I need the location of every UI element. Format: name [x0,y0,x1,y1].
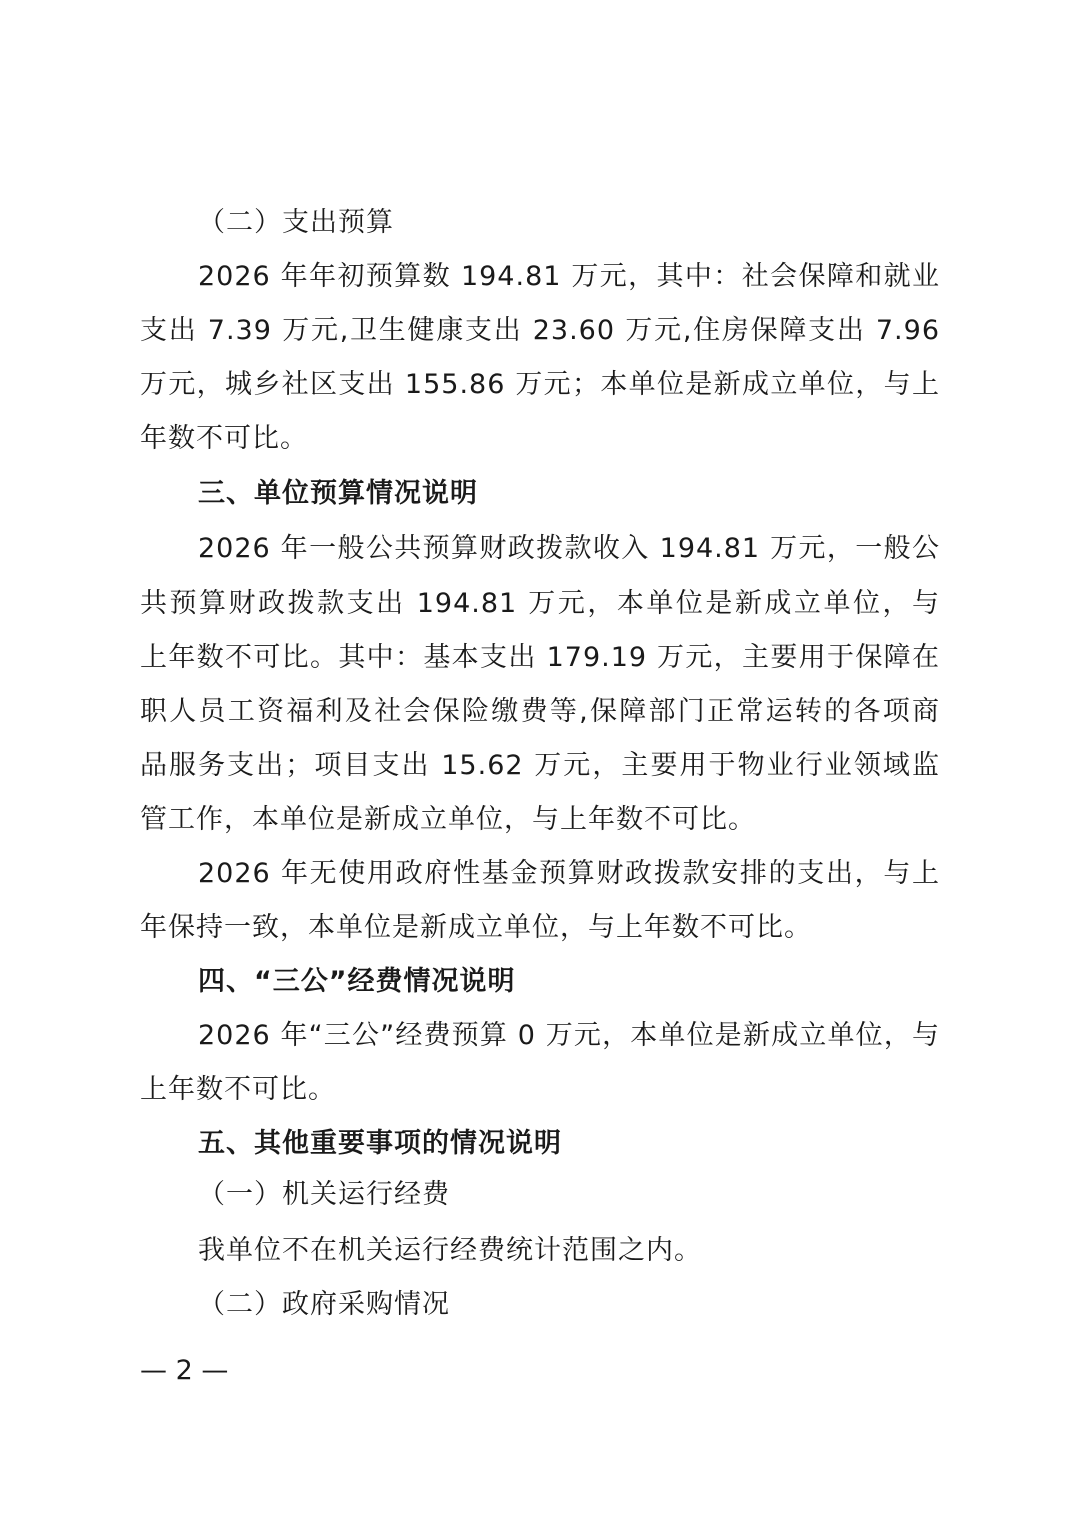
page-number: — 2 — [140,1355,229,1386]
paragraph-line: 万元，城乡社区支出 155.86 万元；本单位是新成立单位，与上 [140,369,940,400]
paragraph-line: 2026 年一般公共预算财政拨款收入 194.81 万元，一般公 [198,533,940,564]
paragraph-line: 年数不可比。 [140,423,308,454]
paragraph-line: 支出 7.39 万元,卫生健康支出 23.60 万元,住房保障支出 7.96 [140,315,940,346]
paragraph-line: 2026 年无使用政府性基金预算财政拨款安排的支出，与上 [198,858,940,889]
paragraph-line: 共预算财政拨款支出 194.81 万元，本单位是新成立单位，与 [140,588,940,619]
paragraph-line: 2026 年“三公”经费预算 0 万元，本单位是新成立单位，与 [198,1020,940,1051]
paragraph-line: 年保持一致，本单位是新成立单位，与上年数不可比。 [140,912,812,943]
paragraph-line: 上年数不可比。 [140,1074,336,1105]
paragraph-line: 2026 年年初预算数 194.81 万元，其中：社会保障和就业 [198,261,940,292]
paragraph-line: 职人员工资福利及社会保险缴费等,保障部门正常运转的各项商 [140,696,940,727]
section-subheading-expenditure-budget: （二）支出预算 [198,207,394,238]
paragraph-line: 我单位不在机关运行经费统计范围之内。 [198,1235,702,1266]
section-heading-unit-budget: 三、单位预算情况说明 [198,478,478,509]
paragraph-line: 管工作，本单位是新成立单位，与上年数不可比。 [140,804,756,835]
section-subheading-operating-expenses: （一）机关运行经费 [198,1179,450,1210]
section-heading-three-public-expenses: 四、“三公”经费情况说明 [198,966,516,997]
paragraph-line: 品服务支出；项目支出 15.62 万元，主要用于物业行业领域监 [140,750,940,781]
paragraph-line: 上年数不可比。其中：基本支出 179.19 万元，主要用于保障在 [140,642,940,673]
section-subheading-procurement: （二）政府采购情况 [198,1289,450,1320]
section-heading-other-matters: 五、其他重要事项的情况说明 [198,1128,562,1159]
